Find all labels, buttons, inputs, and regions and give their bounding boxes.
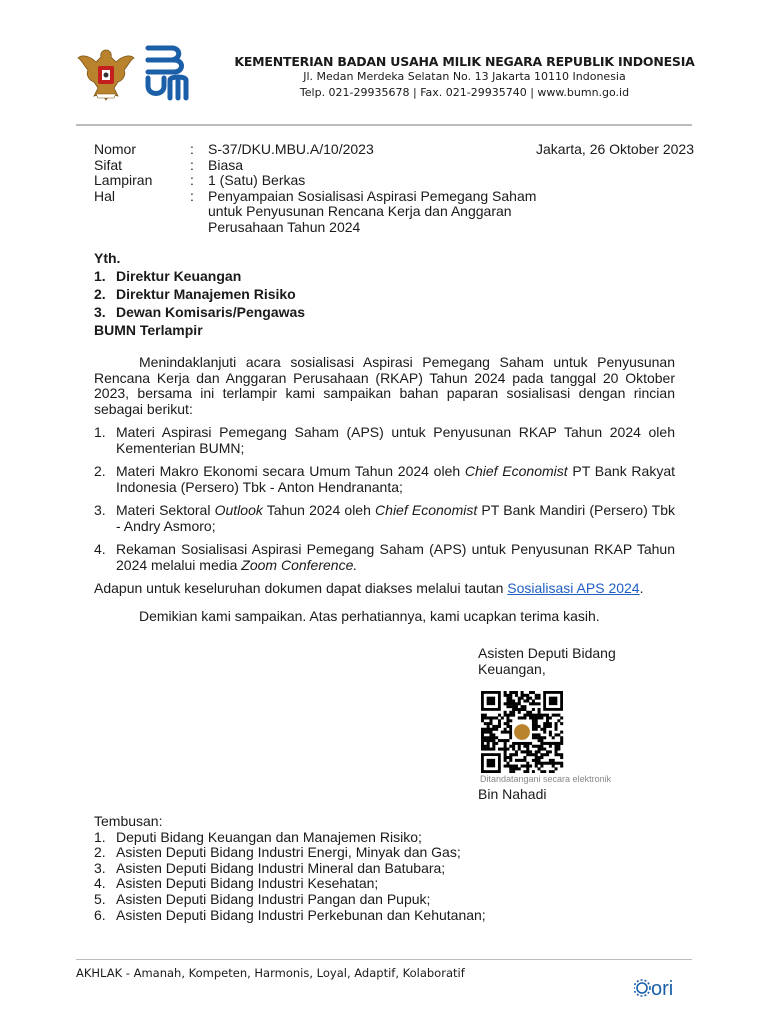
tembusan-item: 6. Asisten Deputi Bidang Industri Perkebunan dan Kehutanan;: [94, 906, 486, 923]
tembusan-item: 1. Deputi Bidang Keuangan dan Manajemen Risiko;: [94, 828, 422, 845]
list-item: 3. Materi Sektoral Outlook Tahun 2024 oleh Chief Economist PT Bank Mandiri (Persero) Tbk - Andry Asmoro;: [94, 502, 675, 534]
addressee-item: 2. Direktur Manajemen Risiko: [94, 286, 296, 302]
meta-key: Lampiran: [94, 172, 153, 188]
signer-name: Bin Nahadi: [478, 786, 547, 802]
meta-colon: :: [190, 156, 194, 173]
addressee-suffix: BUMN Terlampir: [94, 322, 203, 338]
tembusan-label: Tembusan:: [94, 813, 163, 829]
intro-paragraph: Menindaklanjuti acara sosialisasi Aspirasi Pemegang Saham untuk Penyusunan Rencana Kerja dan Anggaran Perusahaan (RKAP) Tahun 2024 pada tanggal 20 Oktober 2023, bersama ini terlampir kami sampaikan bahan paparan sosialisasi dengan rincian sebagai berikut:: [94, 354, 675, 417]
meta-colon: :: [190, 172, 194, 188]
meta-key: Sifat: [94, 156, 123, 173]
tembusan-item: 2. Asisten Deputi Bidang Industri Energi, Minyak dan Gas;: [94, 844, 461, 861]
letter-date: Jakarta, 26 Oktober 2023: [536, 141, 694, 157]
meta-value: Biasa: [208, 156, 244, 173]
signatory-title: Asisten Deputi Bidang Keuangan,: [478, 645, 616, 677]
hal-line-3: Perusahaan Tahun 2024: [208, 218, 361, 235]
garuda-emblem-icon: [76, 44, 136, 102]
meta-row-sifat: [94, 158, 694, 174]
hal-line-2: untuk Penyusunan Rencana Kerja dan Anggaran: [208, 203, 512, 219]
svg-text:ori: ori: [651, 978, 674, 1000]
meta-colon: :: [190, 141, 194, 157]
tembusan-item: 3. Asisten Deputi Bidang Industri Mineral dan Batubara;: [94, 859, 446, 876]
akhlak-values: AKHLAK - Amanah, Kompeten, Harmonis, Loyal, Adaptif, Kolaboratif: [76, 966, 465, 980]
list-item: 1. Materi Aspirasi Pemegang Saham (APS) untuk Penyusunan RKAP Tahun 2024 oleh Kementerian BUMN;: [94, 424, 675, 456]
esign-note: Ditandatangani secara elektronik: [480, 774, 612, 784]
sosialisasi-aps-link[interactable]: Sosialisasi APS 2024: [507, 580, 640, 596]
addressee-item: 3. Dewan Komisaris/Pengawas: [94, 304, 306, 320]
letterhead: [76, 40, 696, 106]
closing-paragraph: Demikian kami sampaikan. Atas perhatiannya, kami ucapkan terima kasih.: [139, 607, 600, 624]
access-paragraph: Adapun untuk keseluruhan dokumen dapat diakses melalui tautan Sosialisasi APS 2024.: [94, 580, 644, 596]
hal-line-1: Penyampaian Sosialisasi Aspirasi Pemegang Saham: [208, 187, 537, 204]
meta-key: Nomor: [94, 141, 137, 157]
meta-row-lampiran: [94, 173, 694, 189]
tembusan-item: 4. Asisten Deputi Bidang Industri Kesehatan;: [94, 875, 379, 892]
org-contact: Telp. 021-29935678 | Fax. 021-29935740 | www.bumn.go.id: [299, 86, 630, 99]
letter-body: [94, 355, 675, 624]
org-name: KEMENTERIAN BADAN USAHA MILIK NEGARA REPUBLIK INDONESIA: [234, 54, 695, 69]
meta-value: S-37/DKU.MBU.A/10/2023: [208, 141, 374, 157]
footer-divider: [76, 959, 692, 960]
list-item: 2. Materi Makro Ekonomi secara Umum Tahun 2024 oleh Chief Economist PT Bank Rakyat Indonesia (Persero) Tbk - Anton Hendrananta;: [94, 463, 675, 495]
tembusan-item: 5. Asisten Deputi Bidang Industri Pangan dan Pupuk;: [94, 890, 431, 907]
addressee-block: [94, 249, 305, 339]
bumn-logo-icon: [142, 42, 192, 102]
meta-value: 1 (Satu) Berkas: [208, 172, 306, 188]
list-item: 4. Rekaman Sosialisasi Aspirasi Pemegang Saham (APS) untuk Penyusunan RKAP Tahun 2024 melalui media Zoom Conference.: [94, 541, 675, 573]
tembusan-block: [94, 814, 486, 923]
material-list: [94, 425, 675, 573]
qr-code-icon: [478, 691, 566, 773]
letter-meta: [94, 142, 694, 235]
meta-value: [208, 189, 694, 236]
addressee-greeting: Yth.: [94, 250, 121, 266]
org-info: [233, 54, 696, 101]
header-divider: [76, 124, 692, 126]
org-address: Jl. Medan Merdeka Selatan No. 13 Jakarta 10110 Indonesia: [303, 70, 626, 83]
meta-colon: :: [190, 187, 194, 204]
addressee-item: 1. Direktur Keuangan: [94, 268, 242, 284]
meta-row-hal: [94, 189, 694, 236]
ori-logo-icon: [634, 972, 684, 1000]
meta-key: Hal: [94, 187, 116, 204]
